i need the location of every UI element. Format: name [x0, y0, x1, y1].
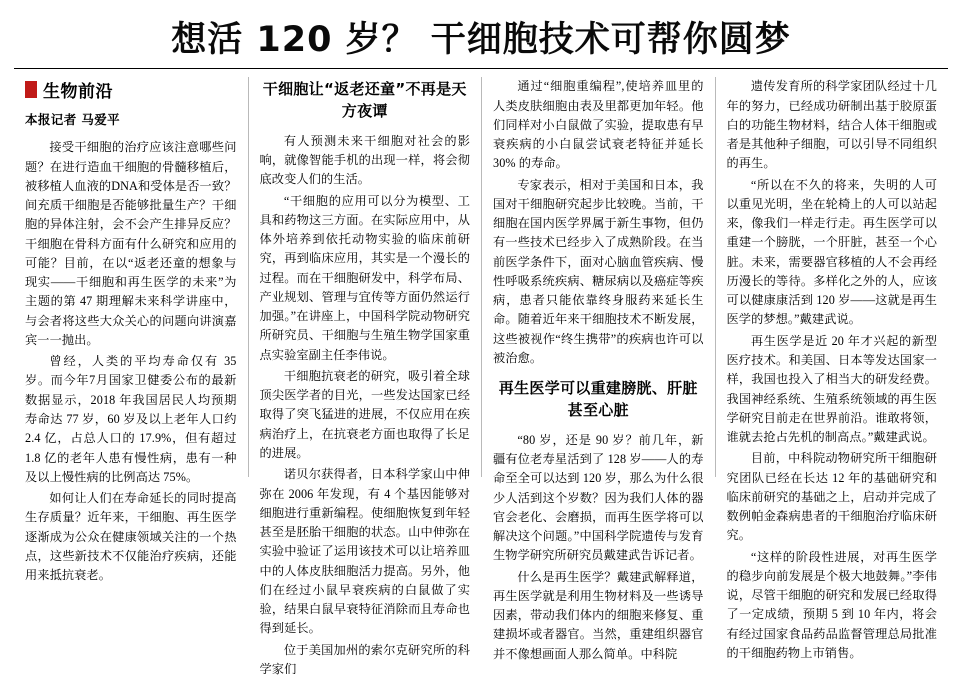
paragraph: “所以在不久的将来，失明的人可以重见光明，坐在轮椅上的人可以站起来，像我们一样走行走。再生医学可以重建一个膀胱，一个肝脏，甚至一个心脏。未来，需要器官移植的人不会再经历漫长的等待。多样化之外的人，应该可以健康康活到 120 岁——这就是再生医学的梦想。”戴建武说。 — [726, 177, 937, 327]
paragraph: 接受干细胞的治疗应该注意哪些问题？在进行造血干细胞的骨髓移植后，被移植人血液的DNA和受体是否一致？间充质干细胞是否能够批量生产？干细胞的异体注射，会不会产生排异反应？干细胞在骨科方面有什么研究和应用的可能？目前，在以“返老还童的想象与现实——干细胞和再生医学的未来”为主题的第 47 期理解未来科学讲座中，与会者将这些大众关心的问题向讲演嘉宾一一抛出。 — [25, 140, 237, 347]
section-mark-icon — [25, 81, 37, 98]
paragraph: 干细胞抗衰老的研究，吸引着全球顶尖医学者的目光，一些发达国家已经取得了突飞猛进的进展，不仅应用在疾病治疗上，在抗衰老方面也取得了长足的进展。 — [259, 368, 470, 460]
paragraph: 专家表示，相对于美国和日本，我国对干细胞研究起步比较晚。当前，干细胞在国内医学界属于新生事物，但仍有一些技术已经步入了成熟阶段。在当前医学条件下，面对心脑血管疾病、慢性呼吸系统疾病、糖尿病以及癌症等疾病，患者只能依靠终身服药来延长生命。随着近年来干细胞技术不断发展，这些被视作“终生携带”的疾病也许可以被治愈。 — [493, 177, 704, 365]
byline: 本报记者 马爱平 — [25, 112, 121, 128]
paragraph: 位于美国加州的索尔克研究所的科学家们 — [259, 642, 470, 676]
paragraph: “这样的阶段性进展，对再生医学的稳步向前发展是个极大地鼓舞。”李伟说，尽管干细胞的研究和发展已经取得了一定成绩，预期 5 到 10 年内，将会有经过国家食品药品监督管理总局批准的干细胞药物上市销售。 — [726, 549, 937, 660]
column-3 — [481, 77, 715, 661]
subheading: 干细胞让“返老还童”不再是天方夜谭 — [262, 80, 467, 120]
paragraph: 曾经，人类的平均寿命仅有 35 岁。而今年7月国家卫健委公布的最新数据显示，2018 年我国居民人均预期寿命达 77 岁，60 岁及以上老年人口约 2.4 亿，占总人口的 17.9%，但有超过 1.8 亿的老年人患有慢性病，患有一种及以上慢性病的比例高达 75%。 — [25, 354, 237, 484]
column-2 — [248, 77, 482, 676]
paragraph: 有人预测未来干细胞对社会的影响，就像智能手机的出现一样，将会彻底改变人们的生活。 — [259, 133, 470, 187]
paragraph: 诺贝尔获得者，日本科学家山中伸弥在 2006 年发现，有 4 个基因能够对细胞进行重新编程。使细胞恢复到年轻甚至是胚胎干细胞的状态。山中伸弥在实验中验证了运用该技术可以让培养皿中的人体皮肤细胞活力提高。另外，他们在经过小鼠早衰疾病的白鼠做了实验，结果白鼠早衰特征消除而且寿命也得到延长。 — [259, 467, 470, 636]
page-title: 想活 120 岁？ 干细胞技术可帮你圆梦 — [171, 20, 791, 60]
paragraph: 通过“细胞重编程”,使培养皿里的人类皮肤细胞由表及里都更加年轻。他们同样对小白鼠做了实验，提取患有早衰疾病的小白鼠尝试衰老特征并延长 30% 的寿命。 — [493, 79, 704, 171]
paragraph: 再生医学是近 20 年才兴起的新型医疗技术。和美国、日本等发达国家一样，我国也投入了相当大的研发经费。我国神经系统、生殖系统领域的再生医学研究目前走在世界前沿。谁敢将领，谁就去抢占先机的制高点。”戴建武说。 — [726, 333, 937, 445]
paragraph: “80 岁，还是 90 岁？前几年，新疆有位老寿星活到了 128 岁——人的寿命至全可以达到 120 岁，那么为什么很少人活到这个岁数？因为我们人体的器官会老化、会磨损，而再生医学将可以解决这个问题。”中国科学院遗传与发育生物学研究所研究员戴建武告诉记者。 — [493, 432, 704, 563]
section-title: 生物前沿 — [43, 82, 113, 103]
section-header — [25, 77, 237, 102]
article-columns — [14, 77, 948, 676]
column-4 — [715, 77, 949, 660]
paragraph: 目前，中科院动物研究所干细胞研究团队已经在长达 12 年的基础研究和临床前研究的基础之上，启动并完成了数例帕金森病患者的干细胞治疗临床研究。 — [726, 451, 937, 543]
subheading: 再生医学可以重建膀胱、肝脏甚至心脏 — [498, 379, 698, 419]
paragraph: 遗传发育所的科学家团队经过十几年的努力，已经成功研制出基于胶原蛋白的功能生物材料，结合人体干细胞或者是其他种子细胞，可以引导不同组织的再生。 — [726, 79, 937, 171]
paragraph: 如何让人们在寿命延长的同时提高生存质量？近年来，干细胞、再生医学逐渐成为公众在健康领域关注的一个热点，这些新技术不仅能治疗疾病，还能用来抵抗衰老。 — [25, 491, 237, 583]
column-1 — [14, 77, 248, 583]
paragraph: “干细胞的应用可以分为模型、工具和药物这三方面。在实际应用中，从体外培养到依托动物实验的临床前研究，再到临床应用，其实是一个漫长的过程。而在干细胞研发中，科学布局、产业规划、管理与宜传等方面仍然运行加强。”在讲座上，中国科学院动物研究所研究员、干细胞与生殖生物学国家重点实验室副主任李伟说。 — [259, 193, 470, 362]
paragraph: 什么是再生医学？戴建武解释道，再生医学就是利用生物材料及一些诱导因素，带动我们体内的细胞来修复、重建损坏或者器官。当然，重建组织器官并不像想画面人那么简单。中科院 — [493, 569, 704, 661]
header-divider — [14, 68, 948, 69]
